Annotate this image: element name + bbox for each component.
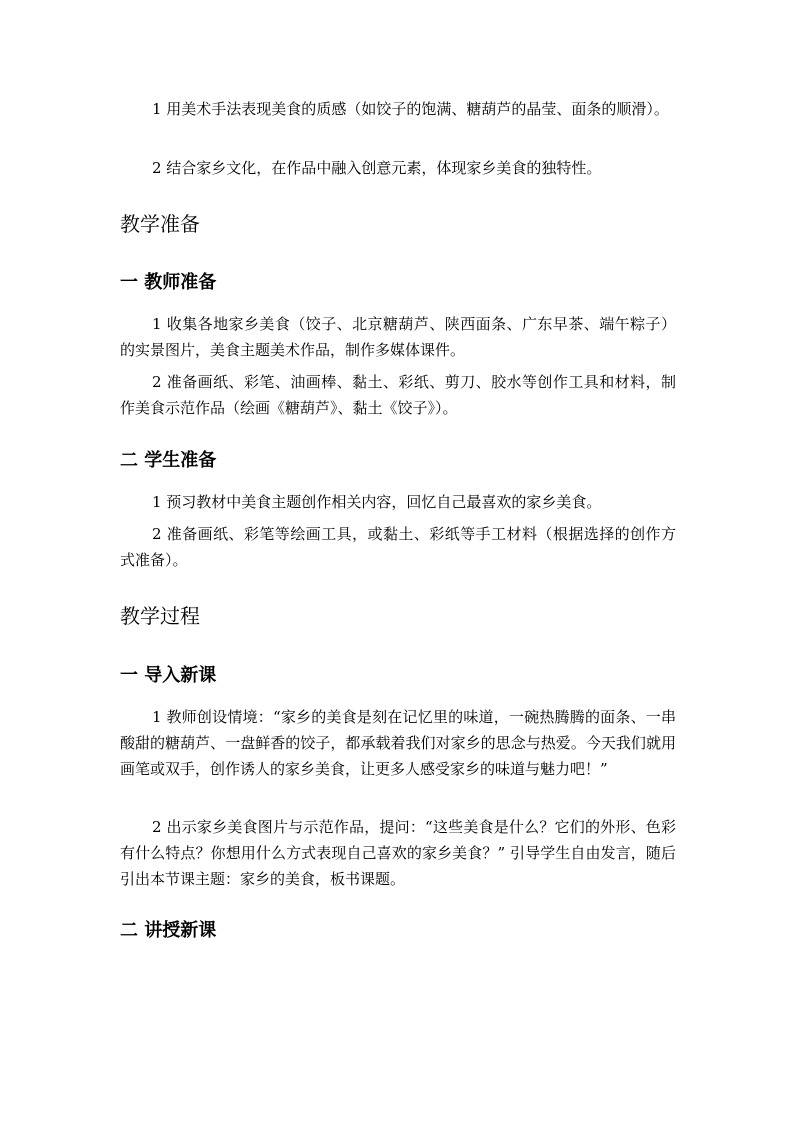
teacher-prep-item-1: 1 收集各地家乡美食（饺子、北京糖葫芦、陕西面条、广东早茶、端午粽子）的实景图片，美食主题美术作品，制作多媒体课件。 xyxy=(120,315,676,359)
objective-item-1: 1 用美术手法表现美食的质感（如饺子的饱满、糖葫芦的晶莹、面条的顺滑）。 xyxy=(152,100,669,118)
teacher-prep-item-2: 2 准备画纸、彩笔、油画棒、黏土、彩纸、剪刀、胶水等创作工具和材料，制作美食示范作品（绘画《糖葫芦》、黏土《饺子》）。 xyxy=(120,373,676,417)
subheading-new-lesson: 二 讲授新课 xyxy=(120,920,217,941)
student-prep-item-1: 1 预习教材中美食主题创作相关内容，回忆自己最喜欢的家乡美食。 xyxy=(152,493,602,511)
intro-lesson-item-2: 2 出示家乡美食图片与示范作品，提问：“这些美食是什么？它们的外形、色彩有什么特点？你想用什么方式表现自己喜欢的家乡美食？” 引导学生自由发言，随后引出本节课主题：家乡的美食，板书课题。 xyxy=(120,818,676,888)
subheading-student-prep: 二 学生准备 xyxy=(120,450,217,471)
intro-lesson-item-1: 1 教师创设情境：“家乡的美食是刻在记忆里的味道，一碗热腾腾的面条、一串酸甜的糖葫芦、一盘鲜香的饺子，都承载着我们对家乡的思念与热爱。今天我们就用画笔或双手，创作诱人的家乡美食，让更多人感受家乡的味道与魅力吧！” xyxy=(120,708,676,778)
objective-item-2: 2 结合家乡文化，在作品中融入创意元素，体现家乡美食的独特性。 xyxy=(152,159,602,177)
subheading-teacher-prep: 一 教师准备 xyxy=(120,272,217,293)
subheading-intro-lesson: 一 导入新课 xyxy=(120,665,217,686)
section-heading-process: 教学过程 xyxy=(120,604,200,628)
section-heading-preparation: 教学准备 xyxy=(120,212,200,236)
student-prep-item-2: 2 准备画纸、彩笔等绘画工具，或黏土、彩纸等手工材料（根据选择的创作方式准备）。 xyxy=(120,525,676,569)
